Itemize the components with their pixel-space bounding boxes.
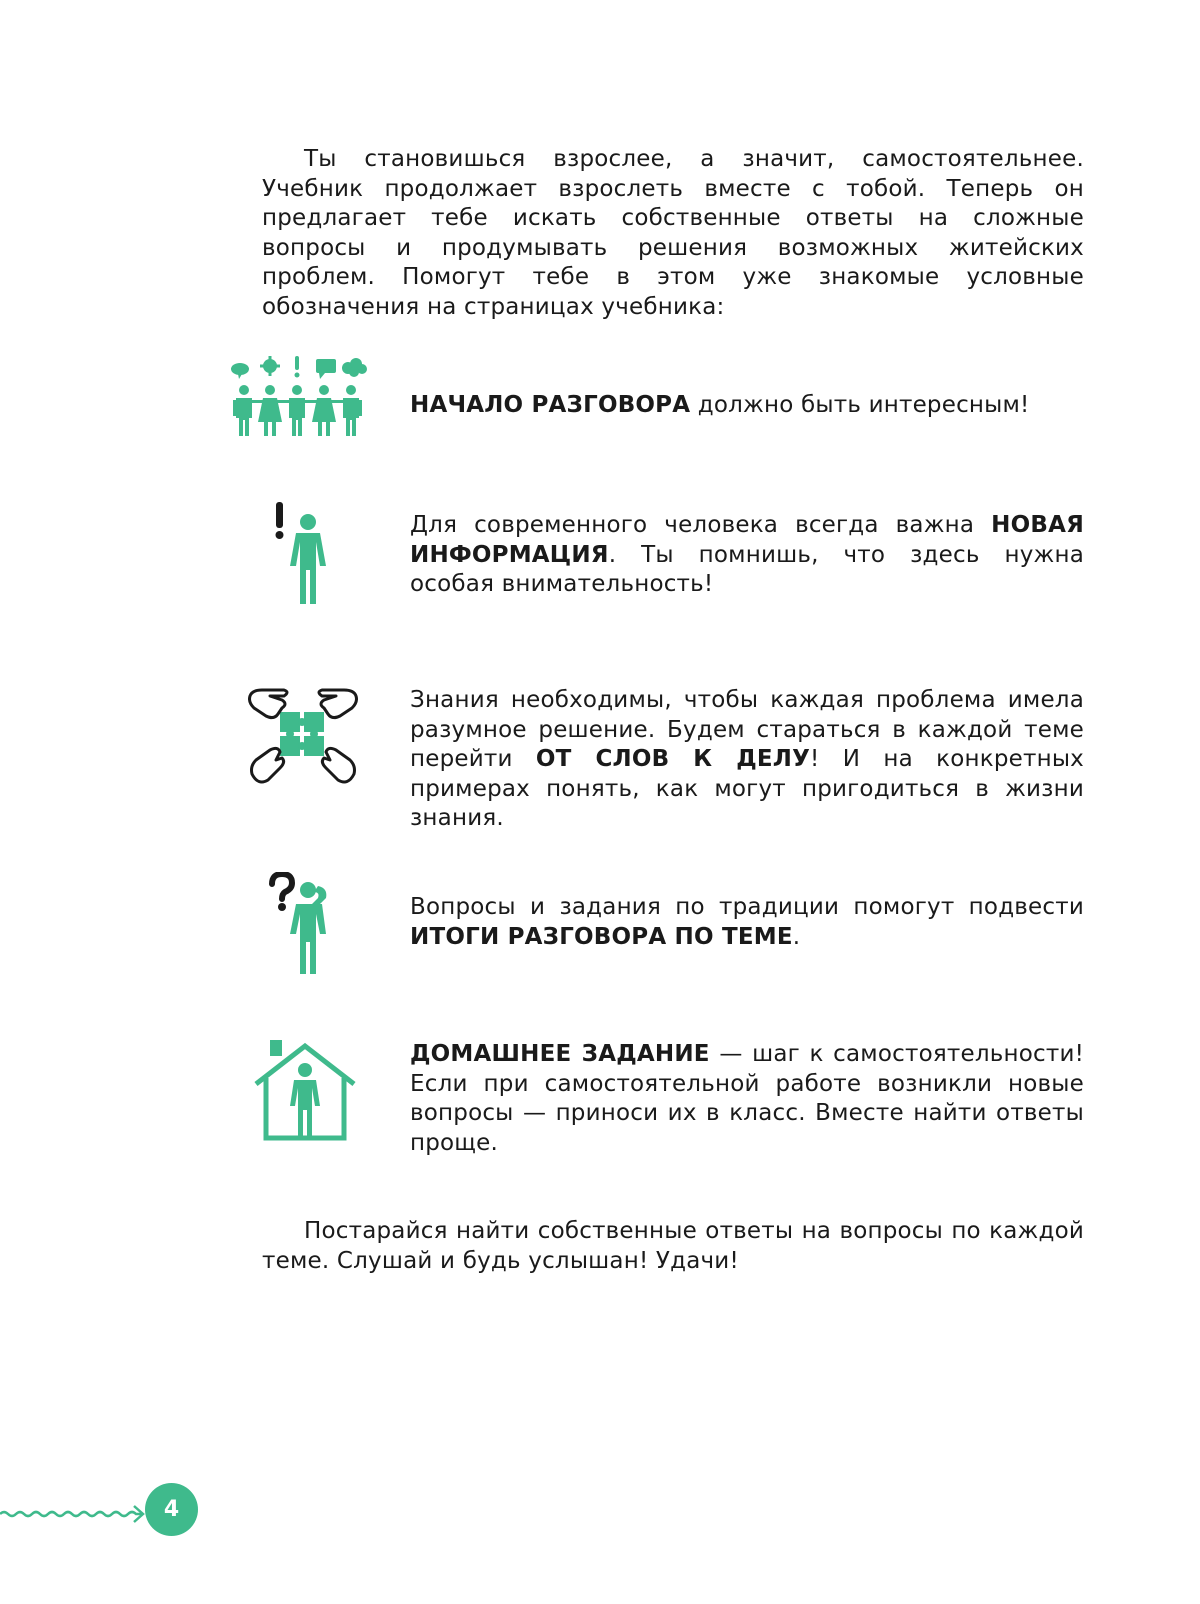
intro-paragraph: Ты становишься взрослее, а значит, самостоятельнее. Учебник продолжает взрослеть вместе с тобой. Теперь он предлагает тебе искать собственные ответы на сложные вопросы и продумывать решения возможных житейских проблем. Помогут тебе в этом уже знакомые условные обозначения на страницах учебника:: [262, 146, 1084, 320]
group-of-people-speech-bubbles-icon: [230, 356, 380, 448]
item-text-homework: ДОМАШНЕЕ ЗАДАНИЕ — шаг к самостоятельности! Если при самостоятельной работе возникли новые вопросы — приноси их в класс. Вместе найти ответы проще.: [410, 1041, 1085, 1156]
person-question-icon: [268, 872, 340, 976]
item-text-new-information: Для современного человека всегда важна НОВАЯ ИНФОРМАЦИЯ. Ты помнишь, что здесь нужна особая внимательность!: [410, 512, 1084, 598]
item-text-from-words-to-deeds: Знания необходимы, чтобы каждая проблема имела разумное решение. Будем стараться в каждой теме перейти ОТ СЛОВ К ДЕЛУ! И на конкретных примерах понять, как могут пригодиться в жизни знания.: [410, 687, 1084, 832]
person-in-house-icon: [252, 1040, 358, 1144]
page-number: 4: [145, 1483, 198, 1536]
outro-paragraph: Постарайся найти собственные ответы на вопросы по каждой теме. Слушай и будь услышан! Удачи!: [262, 1218, 1084, 1274]
item-text-conversation-results: Вопросы и задания по традиции помогут подвести ИТОГИ РАЗГОВОРА ПО ТЕМЕ.: [410, 894, 1084, 950]
person-exclamation-icon: [272, 502, 342, 606]
item-text-conversation-start: НАЧАЛО РАЗГОВОРА должно быть интересным!: [410, 392, 1030, 418]
hands-puzzle-icon: [248, 686, 358, 788]
